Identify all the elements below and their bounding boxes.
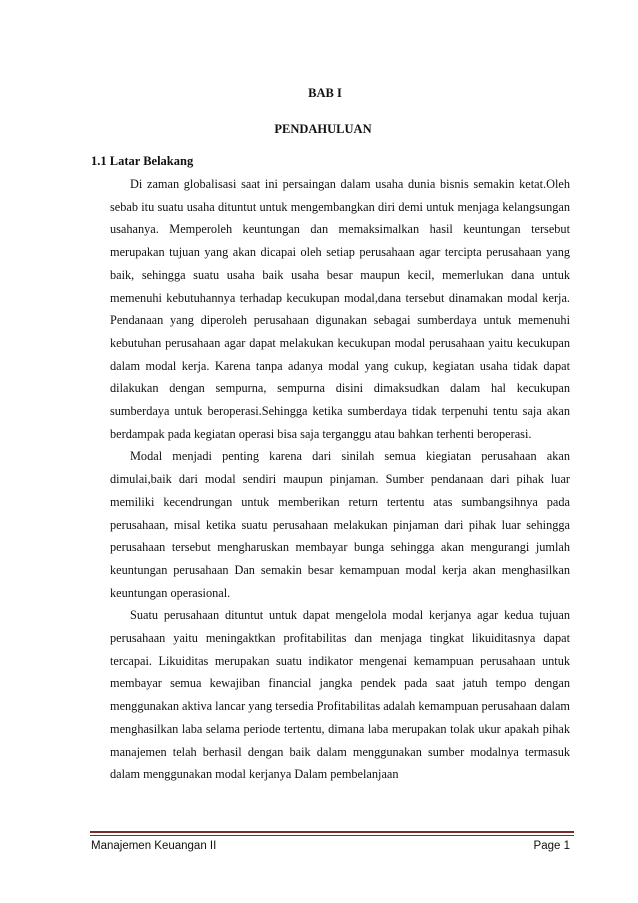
- footer-rule: [90, 831, 574, 833]
- footer-rule-thin: [90, 835, 574, 836]
- body-text: [110, 173, 570, 786]
- footer-page-number: Page 1: [533, 840, 570, 852]
- chapter-number: BAB I: [308, 86, 342, 100]
- paragraph: Modal menjadi penting karena dari sinilah semua kiegiatan perusahaan akan dimulai,baik dari modal sendiri maupun pinjaman. Sumber pendanaan dari pihak luar memiliki kecendrungan untuk memberikan return tertentu atas sumbangsihnya pada perusahaan, misal ketika suatu perusahaan melakukan pinjaman dari pihak luar sehingga perusahaan tersebut mengharuskan membayar bunga sehingga akan mengurangi jumlah keuntungan perusahaan Dan semakin besar kemampuan modal kerja akan menghasilkan keuntungan operasional.: [110, 449, 570, 600]
- chapter-title: PENDAHULUAN: [274, 122, 372, 136]
- paragraph: Di zaman globalisasi saat ini persaingan dalam usaha dunia bisnis semakin ketat.Oleh sebab itu suatu usaha dituntut untuk mengembangkan diri demi untuk menjaga kelangsungan usahanya. Memperoleh keuntungan dan memaksimalkan hasil keuntungan tersebut merupakan tujuan yang akan dicapai oleh setiap perusahaan agar tercipta perusahaan yang baik, sehingga suatu usaha baik usaha besar maupun kecil, memerlukan dana untuk memenuhi kebutuhannya terhadap kecukupan modal,dana tersebut dinamakan modal kerja. Pendanaan yang diperoleh perusahaan digunakan sebagai sumberdaya untuk memenuhi kebutuhan perusahaan agar dapat melakukan kecukupan modal perusahaan yaitu kecukupan dalam modal kerja. Karena tanpa adanya modal yang cukup, kegiatan usaha tidak dapat dilakukan dengan sempurna, sempurna disini dimaksudkan dalam hal kecukupan sumberdaya untuk beroperasi.Sehingga ketika sumberdaya tidak terpenuhi tentu saja akan berdampak pada kegiatan operasi bisa saja terganggu atau bahkan terhenti beroperasi.: [110, 177, 570, 441]
- paragraph: Suatu perusahaan dituntut untuk dapat mengelola modal kerjanya agar kedua tujuan perusahaan yaitu meningaktkan profitabilitas dan menjaga tingkat likuiditasnya dapat tercapai. Likuiditas merupakan suatu indikator mengenai kemampuan perusahaan untuk membayar semua kewajiban financial jangka pendek pada saat jatuh tempo dengan menggunakan aktiva lancar yang tersedia Profitabilitas adalah kemampuan perusahaan dalam menghasilkan laba selama periode tertentu, dimana laba merupakan tolak ukur apakah pihak manajemen telah berhasil dengan baik dalam menggunakan sumber modalnya termasuk dalam menggunakan modal kerjanya Dalam pembelanjaan: [110, 608, 570, 782]
- footer-course-title: Manajemen Keuangan II: [91, 840, 217, 852]
- section-heading: 1.1 Latar Belakang: [91, 154, 194, 168]
